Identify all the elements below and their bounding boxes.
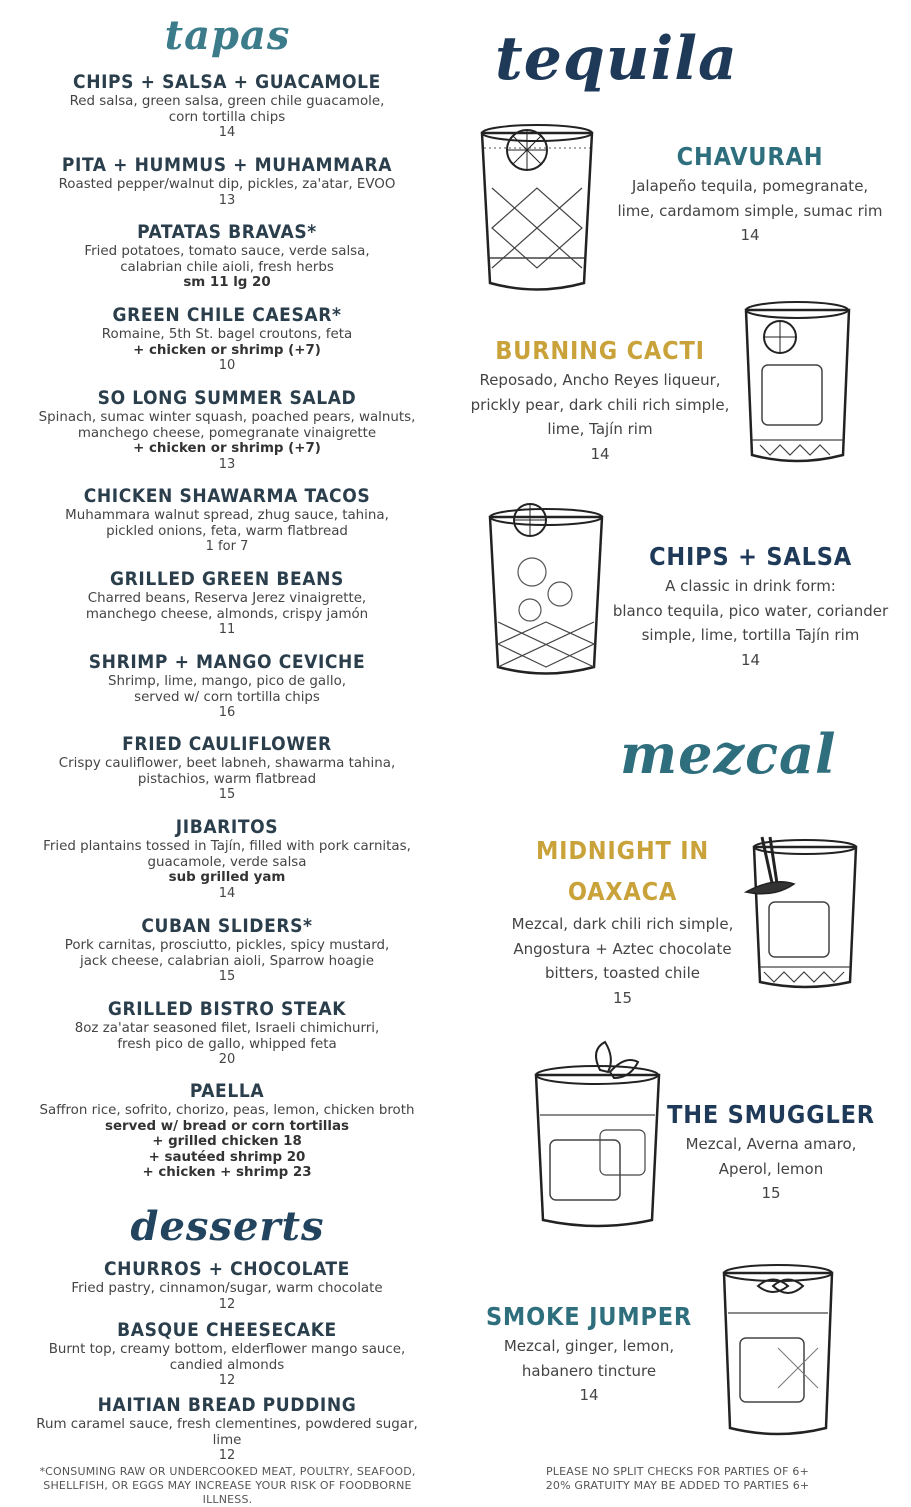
- cocktail-glass-icon: [472, 118, 602, 298]
- drink-desc: lime, Tajín rim: [547, 420, 653, 439]
- footnote-line: 20% GRATUITY MAY BE ADDED TO PARTIES 6+: [545, 1479, 810, 1492]
- drink-desc: Aperol, lemon: [718, 1159, 824, 1178]
- menu-item-option: served w/ bread or corn tortillas: [105, 1118, 349, 1134]
- menu-item: [22, 1079, 432, 1181]
- drink-desc: prickly pear, dark chili rich simple,: [470, 395, 730, 414]
- drink-chips-salsa: [608, 540, 893, 672]
- menu-item: [22, 1393, 432, 1463]
- menu-item-price: 12: [218, 1373, 236, 1389]
- drink-desc: simple, lime, tortilla Tajín rim: [641, 626, 860, 645]
- menu-item: [22, 70, 432, 140]
- menu-item-name: GRILLED BISTRO STEAK: [107, 998, 347, 1020]
- drink-price: 14: [590, 444, 610, 463]
- menu-item-price: 20: [218, 1052, 236, 1068]
- menu-item-name: SHRIMP + MANGO CEVICHE: [88, 651, 366, 673]
- menu-item-name: CHICKEN SHAWARMA TACOS: [83, 485, 371, 507]
- drink-price: 15: [612, 988, 633, 1007]
- drink-desc: A classic in drink form:: [665, 577, 836, 595]
- menu-item: [22, 997, 432, 1067]
- tequila-heading: tequila: [495, 24, 738, 94]
- drink-name: THE SMUGGLER: [667, 1100, 875, 1129]
- cocktail-glass-icon: [718, 1258, 838, 1443]
- drink-price: 14: [740, 650, 761, 669]
- drink-name: BURNING CACTI: [495, 336, 705, 365]
- menu-item-desc: Shrimp, lime, mango, pico de gallo,: [107, 674, 347, 689]
- menu-item: [22, 1257, 432, 1312]
- menu-item-price: 12: [218, 1448, 236, 1464]
- menu-item-price: 14: [218, 125, 236, 141]
- footnote-foodborne: [20, 1465, 435, 1507]
- drink-price: 14: [579, 1386, 599, 1405]
- menu-item-option: + chicken or shrimp (+7): [133, 342, 321, 358]
- menu-item-price: 15: [218, 969, 236, 985]
- footnote-line: *CONSUMING RAW OR UNDERCOOKED MEAT, POULTRY, SEAFOOD,: [39, 1465, 416, 1478]
- menu-item: [22, 732, 432, 802]
- drink-desc: bitters, toasted chile: [545, 964, 700, 983]
- drink-desc: Mezcal, ginger, lemon,: [503, 1337, 675, 1355]
- menu-item-desc: Burnt top, creamy bottom, elderflower mango sauce,: [48, 1342, 406, 1357]
- menu-item-price: 13: [218, 192, 236, 208]
- cocktail-glass-icon: [530, 1040, 665, 1235]
- drink-chavurah: [610, 140, 890, 247]
- menu-item-desc: 8oz za'atar seasoned filet, Israeli chimichurri,: [74, 1021, 380, 1036]
- menu-item-desc: guacamole, verde salsa: [147, 854, 307, 870]
- menu-item: [22, 650, 432, 720]
- menu-item-desc: Red salsa, green salsa, green chile guacamole,: [69, 94, 385, 109]
- menu-item-price: 16: [218, 705, 236, 721]
- cocktail-glass-icon: [744, 832, 864, 1002]
- menu-item-option: + chicken + shrimp 23: [142, 1165, 312, 1181]
- cocktail-glass-icon: [482, 502, 610, 684]
- menu-item-desc: pickled onions, feta, warm flatbread: [106, 523, 348, 539]
- menu-item-name: CUBAN SLIDERS*: [141, 915, 313, 937]
- menu-item-option: + sautéed shrimp 20: [148, 1149, 306, 1165]
- menu-item-desc: served w/ corn tortilla chips: [134, 689, 320, 705]
- menu-item: [22, 1318, 432, 1388]
- menu-item-desc: Crispy cauliflower, beet labneh, shawarma tahina,: [58, 756, 396, 771]
- cocktail-glass-icon: [740, 295, 855, 475]
- drink-name: CHAVURAH: [676, 142, 824, 171]
- menu-item-name: SO LONG SUMMER SALAD: [97, 387, 357, 409]
- drink-desc: Reposado, Ancho Reyes liqueur,: [479, 371, 721, 389]
- menu-item-price: 12: [218, 1296, 236, 1312]
- tapas-heading: tapas: [164, 12, 291, 59]
- footnote-line: PLEASE NO SPLIT CHECKS FOR PARTIES OF 6+: [545, 1465, 810, 1478]
- menu-item-option: + chicken or shrimp (+7): [133, 441, 321, 457]
- drink-name: SMOKE JUMPER: [485, 1302, 693, 1331]
- menu-item: [22, 484, 432, 554]
- menu-item-price: 13: [218, 456, 236, 472]
- menu-item-desc: manchego cheese, pomegranate vinaigrette: [77, 425, 377, 441]
- drink-smuggler: [660, 1098, 882, 1205]
- menu-item-price: 14: [218, 885, 236, 901]
- drink-price: 14: [740, 226, 760, 245]
- menu-item-name: CHURROS + CHOCOLATE: [104, 1258, 350, 1280]
- menu-item-name: PAELLA: [189, 1080, 265, 1102]
- menu-item-name: GREEN CHILE CAESAR*: [112, 304, 342, 326]
- menu-item-desc: calabrian chile aioli, fresh herbs: [120, 259, 334, 275]
- drink-name: MIDNIGHT IN: [535, 836, 710, 865]
- menu-item-option: sub grilled yam: [168, 870, 286, 886]
- menu-item-name: CHIPS + SALSA + GUACAMOLE: [73, 71, 381, 93]
- menu-item-desc: Saffron rice, sofrito, chorizo, peas, lemon, chicken broth: [39, 1103, 415, 1118]
- menu-item-name: GRILLED GREEN BEANS: [110, 568, 344, 590]
- menu-item: [22, 386, 432, 472]
- menu-item-desc: candied almonds: [169, 1357, 285, 1373]
- menu-item-price: 1 for 7: [205, 539, 249, 555]
- menu-item: [22, 153, 432, 208]
- footnote-line: SHELLFISH, OR EGGS MAY INCREASE YOUR RISK OF FOODBORNE ILLNESS.: [43, 1479, 412, 1506]
- drink-desc: blanco tequila, pico water, coriander: [612, 601, 889, 620]
- menu-item-desc: Pork carnitas, prosciutto, pickles, spicy mustard,: [64, 938, 390, 953]
- menu-item-name: FRIED CAULIFLOWER: [122, 733, 332, 755]
- drink-name: CHIPS + SALSA: [649, 542, 852, 571]
- menu-item: [22, 567, 432, 637]
- menu-item-desc: Muhammara walnut spread, zhug sauce, tahina,: [65, 508, 389, 523]
- menu-item-desc: fresh pico de gallo, whipped feta: [117, 1036, 337, 1052]
- menu-item-name: BASQUE CHEESECAKE: [117, 1319, 337, 1341]
- drink-desc: Mezcal, Averna amaro,: [685, 1135, 857, 1153]
- drink-desc: Mezcal, dark chili rich simple,: [511, 915, 734, 933]
- menu-item-option: sm 11 lg 20: [183, 275, 271, 291]
- drink-burning-cacti: [460, 334, 740, 466]
- menu-item-name: PITA + HUMMUS + MUHAMMARA: [61, 154, 393, 176]
- menu-item-name: JIBARITOS: [175, 816, 279, 838]
- menu-item-desc: jack cheese, calabrian aioli, Sparrow hoagie: [79, 953, 375, 969]
- drink-desc: lime, cardamom simple, sumac rim: [617, 201, 883, 220]
- drink-desc: Angostura + Aztec chocolate: [513, 939, 732, 958]
- menu-item-name: HAITIAN BREAD PUDDING: [97, 1394, 357, 1416]
- menu-item-desc: Romaine, 5th St. bagel croutons, feta: [101, 327, 353, 342]
- drink-midnight-oaxaca: [480, 830, 765, 1010]
- menu-item: [22, 303, 432, 373]
- mezcal-heading: mezcal: [620, 722, 837, 786]
- footnote-split-checks: [520, 1465, 835, 1493]
- menu-item-desc: pistachios, warm flatbread: [137, 771, 317, 787]
- menu-item-desc: Rum caramel sauce, fresh clementines, powdered sugar, lime: [36, 1417, 418, 1448]
- drink-price: 15: [761, 1184, 781, 1203]
- menu-item-desc: Roasted pepper/walnut dip, pickles, za'atar, EVOO: [58, 177, 396, 192]
- menu-item-option: + grilled chicken 18: [152, 1134, 302, 1150]
- desserts-heading: desserts: [130, 1203, 325, 1250]
- menu-item-price: 10: [218, 358, 236, 374]
- menu-item-desc: Spinach, sumac winter squash, poached pears, walnuts,: [38, 410, 416, 425]
- menu-item-desc: Fried potatoes, tomato sauce, verde salsa,: [84, 244, 370, 259]
- menu-item: [22, 914, 432, 984]
- menu-item: [22, 815, 432, 901]
- drink-desc: habanero tincture: [521, 1361, 657, 1380]
- drink-desc: Jalapeño tequila, pomegranate,: [631, 177, 869, 195]
- menu-item-price: 11: [218, 622, 236, 638]
- menu-item-name: PATATAS BRAVAS*: [137, 221, 317, 243]
- menu-item-desc: manchego cheese, almonds, crispy jamón: [85, 606, 369, 622]
- menu-item-desc: Fried pastry, cinnamon/sugar, warm chocolate: [71, 1281, 383, 1296]
- menu-item-desc: Fried plantains tossed in Tajín, filled with pork carnitas,: [43, 839, 411, 854]
- menu-item-price: 15: [218, 787, 236, 803]
- drink-name: OAXACA: [567, 877, 678, 906]
- menu-item-desc: Charred beans, Reserva Jerez vinaigrette,: [87, 591, 367, 606]
- menu-item-desc: corn tortilla chips: [168, 109, 286, 125]
- menu-item: [22, 220, 432, 291]
- drink-smoke-jumper: [478, 1300, 700, 1407]
